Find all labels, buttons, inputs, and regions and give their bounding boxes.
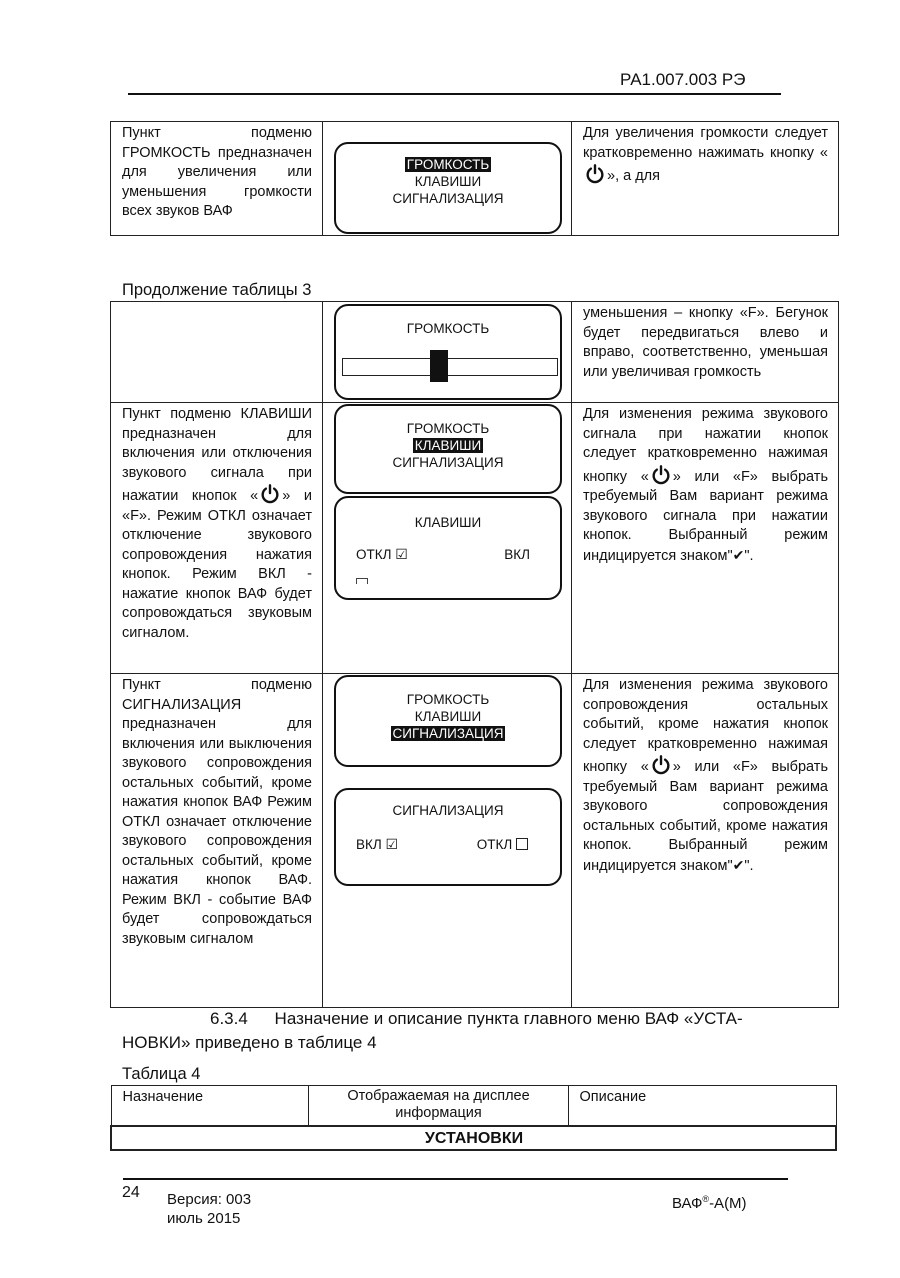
menu-item-volume: ГРОМКОСТЬ [406,157,490,172]
checkbox-checked-icon: ☑ [385,836,399,852]
display-menu-alarm [334,675,562,767]
checkbox-icon [516,838,528,850]
menu-item-keys: КЛАВИШИ [414,709,482,724]
page-number: 24 [122,1184,140,1201]
menu-item-volume: ГРОМКОСТЬ [406,692,490,707]
table-continuation-caption: Продолжение таблицы 3 [122,281,312,299]
option-on-label: ВКЛ [356,837,382,852]
table-4 [110,1085,837,1151]
footer-date: июль 2015 [167,1210,241,1227]
checkbox-icon [356,578,368,584]
power-icon [584,163,606,185]
option-off-label: ОТКЛ [356,547,392,562]
display-menu-volume [334,142,562,234]
table-4-header-description: Описание [568,1086,836,1126]
footer-product: ВАФ®-А(М) [672,1194,747,1212]
table-4-header-purpose: Назначение [111,1086,308,1126]
section-number: 6.3.4 [210,1009,248,1028]
menu-item-alarm: СИГНАЛИЗАЦИЯ [392,726,504,741]
alarm-options-title: СИГНАЛИЗАЦИЯ [392,803,504,818]
header-rule [128,93,781,95]
power-icon [259,483,281,505]
menu-item-keys: КЛАВИШИ [414,438,482,453]
table-4-header-display: Отображаемая на дисплее информация [308,1086,568,1126]
cell-volume-instructions: Для увеличения громкости следует кратковременно нажимать кнопку «», а для [572,122,839,236]
table-3-top [110,121,839,236]
cell-keys-description: Пункт подменю КЛАВИШИ предназначен для включения или отключения звукового сигнала при нажатии кнопок « » и «F». Режим ОТКЛ означает отключение звукового сопровождения нажатия кнопок. Режим ВКЛ - нажатие кнопок ВАФ будет сопровождаться звуковым сигналом. [111,403,323,674]
table-3-continued [110,301,839,1008]
document-code: РА1.007.003 РЭ [620,70,746,89]
footer-rule [123,1178,788,1180]
volume-slider-knob [430,350,448,382]
cell-alarm-description: Пункт подменю СИГНАЛИЗАЦИЯ предназначен для включения или выключения звукового сопровождения остальных событий, кроме нажатия кнопок ВАФ Режим ОТКЛ означает отключение звукового сопровождения остальных событий, кроме нажатия кнопок ВАФ. Режим ВКЛ - событие ВАФ будет сопровождаться звуковым сигналом [111,674,323,1008]
cell-volume-description: Пункт подменю ГРОМКОСТЬ предназначен для увеличения или уменьшения громкости всех звуков ВАФ [111,122,323,236]
checkbox-checked-icon: ☑ [395,546,408,562]
display-volume-slider [334,304,562,400]
section-text-line2: НОВКИ» приведено в таблице 4 [122,1033,377,1052]
slider-title: ГРОМКОСТЬ [406,321,490,336]
keys-options-title: КЛАВИШИ [414,515,482,530]
option-on-label: ВКЛ [504,547,530,562]
cell-slider-instructions: уменьшения – кнопку «F». Бегунок будет передвигаться влево и вправо, соответственно, уменьшая или увеличивая громкость [572,302,839,403]
menu-item-volume: ГРОМКОСТЬ [406,421,490,436]
check-icon: ✔ [732,546,745,563]
menu-item-alarm: СИГНАЛИЗАЦИЯ [392,455,504,470]
cell-keys-instructions: Для изменения режима звукового сигнала при нажатии кнопок следует кратковременно нажимая кнопку « » или «F» выбрать требуемый Вам вариант режима звукового сигнала при нажатии кнопок. Выбранный режим индицируется знаком"✔". [572,403,839,674]
display-keys-options [334,496,562,600]
menu-item-keys: КЛАВИШИ [414,174,482,189]
table-4-caption: Таблица 4 [122,1065,201,1083]
check-icon: ✔ [732,856,745,873]
display-alarm-options [334,788,562,886]
table-4-section-settings: УСТАНОВКИ [111,1126,836,1150]
section-text-line1: Назначение и описание пункта главного меню ВАФ «УСТА- [274,1009,743,1028]
option-off-label: ОТКЛ [476,837,513,852]
cell-alarm-instructions: Для изменения режима звукового сопровождения остальных событий, кроме нажатия кнопок следует кратковременно нажимая кнопку « » или «F» выбрать требуемый Вам вариант режима звукового сопровождения остальных событий, кроме нажатия кнопок. Выбранный режим индицируется знаком"✔". [572,674,839,1008]
display-menu-keys [334,404,562,494]
power-icon [650,754,672,776]
footer-version: Версия: 003 [167,1191,252,1208]
volume-slider-track [342,358,558,376]
menu-item-alarm: СИГНАЛИЗАЦИЯ [392,191,504,206]
power-icon [650,464,672,486]
